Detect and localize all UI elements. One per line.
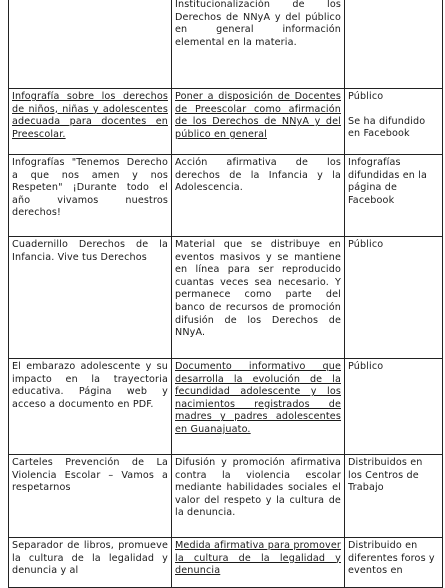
audience-cell: [345, 0, 443, 89]
table-row: [9, 0, 443, 89]
purpose-cell: Institucionalización de los Derechos de NNyA y del público en general información elemental en la materia.: [172, 0, 345, 89]
audience-cell: Distribuidos en los Centros de Trabajo: [345, 455, 443, 538]
material-cell: Infografías "Tenemos Derecho a que nos amen y nos Respeten" ¡Durante todo el año vivamos nuestros derechos!: [9, 155, 172, 237]
audience-note: Se ha difundido en Facebook: [348, 115, 426, 140]
audience-cell: Infografías difundidas en la página de Facebook: [345, 155, 443, 237]
material-cell: [9, 89, 172, 155]
purpose-cell: [172, 538, 345, 588]
purpose-cell: Difusión y promoción afirmativa contra la violencia escolar mediante habilidades sociales el valor del respeto y la cultura de la denuncia.: [172, 455, 345, 538]
audience-text: Público: [348, 91, 384, 102]
table-row: [9, 237, 443, 359]
material-cell: Cuadernillo Derechos de la Infancia. Vive tus Derechos: [9, 237, 172, 359]
purpose-cell: Material que se distribuye en eventos masivos y se mantiene en línea para ser reproducido cuantas veces sea necesario. Y permanece como parte del banco de recursos de promoción difusión de los Derechos de NNyA.: [172, 237, 345, 359]
purpose-text: Documento informativo que desarrolla la evolución de la fecundidad adolescente y los nacimientos registrados de madres y padres adolescentes en Guanajuato.: [175, 361, 341, 435]
purpose-cell: Acción afirmativa de los derechos de la Infancia y la Adolescencia.: [172, 155, 345, 237]
table-row: [9, 155, 443, 237]
table-row: [9, 538, 443, 588]
material-cell: Carteles Prevención de La Violencia Escolar – Vamos a respetarnos: [9, 455, 172, 538]
purpose-cell: [172, 359, 345, 455]
audience-cell: [345, 89, 443, 155]
audience-cell: Distribuido en diferentes foros y eventos en: [345, 538, 443, 588]
table-row: [9, 455, 443, 538]
audience-cell: Público: [345, 359, 443, 455]
material-cell: Separador de libros, promueve la cultura de la legalidad y denuncia y al: [9, 538, 172, 588]
table-row: [9, 89, 443, 155]
actions-table: [8, 0, 443, 588]
material-cell: [9, 0, 172, 89]
purpose-cell: [172, 89, 345, 155]
purpose-text: Medida afirmativa para promover la cultura de la legalidad y denuncia: [175, 540, 341, 577]
table-row: [9, 359, 443, 455]
material-text: Infografía sobre los derechos de niños, niñas y adolescentes adecuada para docentes en Preescolar.: [12, 91, 168, 140]
audience-cell: Público: [345, 237, 443, 359]
material-cell: El embarazo adolescente y su impacto en la trayectoria educativa. Página web y acceso a documento en PDF.: [9, 359, 172, 455]
purpose-text: Poner a disposición de Docentes de Preescolar como afirmación de los Derechos de NNyA y del público en general: [175, 91, 341, 140]
